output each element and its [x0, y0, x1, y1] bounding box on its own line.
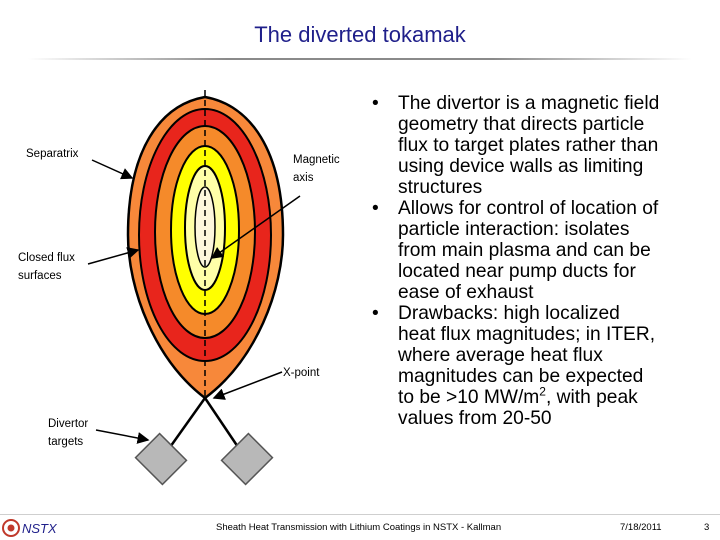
bullet-line: flux to target plates rather than [398, 135, 659, 156]
separatrix-label: Separatrix [26, 148, 79, 160]
divertor-label-line2: targets [48, 436, 84, 448]
bullet-line: using device walls as limiting [398, 156, 644, 177]
footer-divider [0, 514, 720, 515]
bullet-line: particle interaction: isolates [398, 219, 630, 240]
bullet-line: Allows for control of location of [398, 198, 659, 219]
divertor-leg-right [205, 398, 240, 450]
bullet-line: located near pump ducts for [398, 261, 636, 282]
bullet-line: ease of exhaust [398, 282, 534, 303]
bullet-line: from main plasma and can be [398, 240, 651, 261]
superscript-exponent: 2 [539, 384, 546, 399]
bullet-dot-icon: • [372, 93, 379, 114]
divertor-arrow [96, 430, 148, 440]
closed-flux-label-line2: surfaces [18, 270, 62, 282]
bullet-line: magnitudes can be expected [398, 366, 644, 387]
magnetic-axis-label-line1: Magnetic [293, 154, 340, 166]
bullet-text-post: , with peak [545, 387, 638, 408]
closed-flux-label-line1: Closed flux [18, 252, 75, 264]
bullet-line: where average heat flux [398, 345, 603, 366]
bullet-line: structures [398, 177, 483, 198]
bullet-line: heat flux magnitudes; in ITER, [398, 324, 656, 345]
bullet-dot-icon: • [372, 198, 379, 219]
bullet-list [366, 93, 701, 429]
x-point-label: X-point [283, 367, 320, 379]
nstx-logo-text: NSTX [22, 521, 57, 536]
bullet-line-superscript [398, 384, 701, 408]
bullet-item [366, 93, 701, 198]
footer-center-text: Sheath Heat Transmission with Lithium Coatings in NSTX - Kallman [216, 522, 502, 533]
bullet-text-pre: to be >10 MW/m [398, 387, 540, 408]
bullet-item [366, 303, 701, 429]
slide-title: The diverted tokamak [254, 22, 466, 47]
bullet-line: The divertor is a magnetic field [398, 93, 660, 114]
separatrix-arrow [92, 160, 132, 178]
divertor-target-right [222, 434, 273, 485]
bullet-line: values from 20-50 [398, 408, 552, 429]
bullet-line: geometry that directs particle [398, 114, 645, 135]
bullet-line: Drawbacks: high localized [398, 303, 620, 324]
magnetic-axis-label-line2: axis [293, 172, 314, 184]
bullet-dot-icon: • [372, 303, 379, 324]
footer-date: 7/18/2011 [620, 522, 662, 533]
divertor-target-left [136, 434, 187, 485]
divertor-label-line1: Divertor [48, 418, 89, 430]
bullet-item [366, 198, 701, 303]
footer-page-number: 3 [704, 522, 710, 533]
divertor-leg-left [168, 398, 205, 450]
